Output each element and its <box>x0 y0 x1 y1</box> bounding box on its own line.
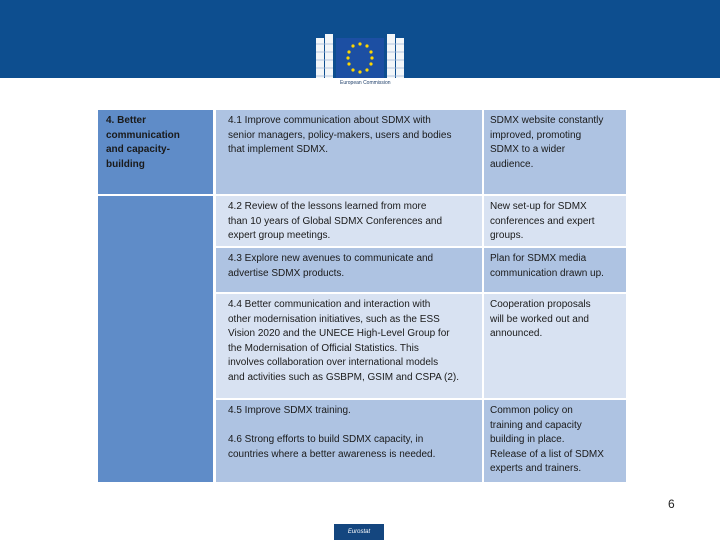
logo-text: European Commission <box>340 80 391 86</box>
table-cell-action: 4.1 Improve communication about SDMX with senior managers, policy-makers, users and bodies that implement SDMX. <box>216 110 482 194</box>
table-cell-output: SDMX website constantly improved, promoting SDMX to a wider audience. <box>484 110 626 194</box>
table-cell-action: 4.2 Review of the lessons learned from more than 10 years of Global SDMX Conferences and expert group meetings. <box>216 196 482 246</box>
table-cell-action: 4.4 Better communication and interaction with other modernisation initiatives, such as the ESS Vision 2020 and the UNECE High-Level Group for the Modernisation of Official Statistics. This involves collaboration over international models and activities such as GSBPM, GSIM and CSPA (2). <box>216 294 482 398</box>
table-cell-action: 4.5 Improve SDMX training. 4.6 Strong efforts to build SDMX capacity, in countries where a better awareness is needed. <box>216 400 482 482</box>
actions-table <box>98 110 626 482</box>
eurostat-logo: Eurostat <box>334 524 384 540</box>
table-cell-theme-empty <box>98 196 213 482</box>
page-number: 6 <box>668 497 675 511</box>
european-commission-logo <box>310 22 410 102</box>
table-cell-output: New set-up for SDMX conferences and expert groups. <box>484 196 626 246</box>
table-cell-output: Common policy on training and capacity building in place. Release of a list of SDMX experts and trainers. <box>484 400 626 482</box>
table-cell-theme: 4. Better communication and capacity- building <box>98 110 213 194</box>
table-cell-action: 4.3 Explore new avenues to communicate and advertise SDMX products. <box>216 248 482 292</box>
table-cell-output: Cooperation proposals will be worked out and announced. <box>484 294 626 398</box>
table-cell-output: Plan for SDMX media communication drawn up. <box>484 248 626 292</box>
